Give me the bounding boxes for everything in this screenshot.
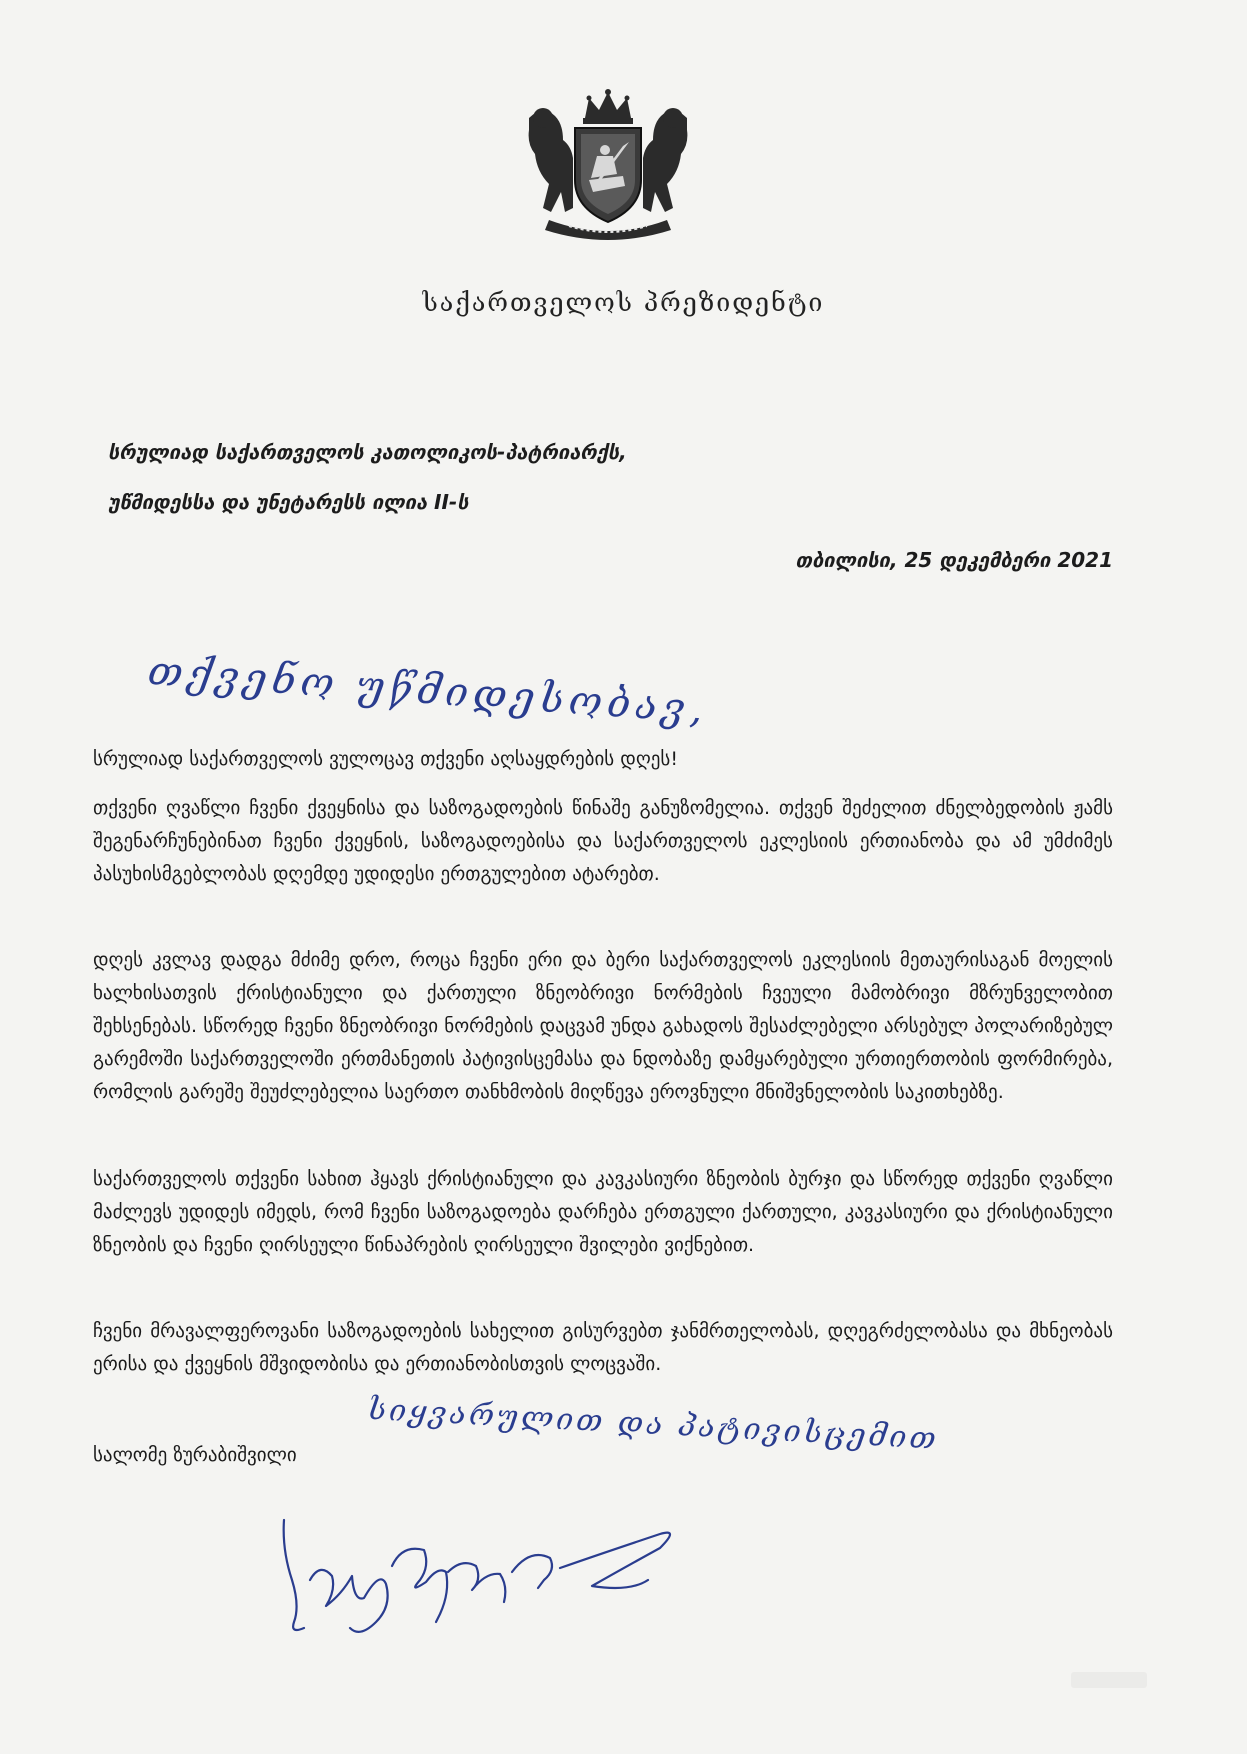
handwritten-closing: სიყვარულით და პატივისცემით	[367, 1392, 940, 1457]
body-paragraph: დღეს კვლავ დადგა მძიმე დრო, როცა ჩვენი ერი და ბერი საქართველოს ეკლესიის მეთაურისაგან მოელის ხალხისათვის ქრისტიანული და ქართული ზნეობრივი ნორმების ჩვეული მამობრივი მზრუნველობით შეხსენებას. სწორედ ჩვენი ზნეობრივი ნორმების დაცვამ უნდა გახადოს შესაძლებელი არსებულ პოლარიზებულ გარემოში საქართველოში ერთმანეთის პატივისცემასა და ნდობაზე დამყარებული ურთიერთობის ფორმირება, რომლის გარეშე შეუძლებელია საერთო თანხმობის მიღწევა ეროვნული მნიშვნელობის საკითხებზე.	[93, 949, 1113, 1103]
signer-name: სალომე ზურაბიშვილი	[93, 1444, 297, 1466]
corner-watermark	[1069, 1668, 1149, 1692]
body-paragraph: ჩვენი მრავალფეროვანი საზოგადოების სახელით გისურვებთ ჯანმრთელობას, დღეგრძელობასა და მხნეობას ერისა და ქვეყნის მშვიდობისა და ერთიანობისთვის ლოცვაში.	[93, 1320, 1113, 1375]
handwritten-salutation: თქვენო უწმიდესობავ,	[146, 648, 710, 734]
addressee-line-2: უწმიდესსა და უნეტარესს ილია II-ს	[108, 490, 469, 514]
handwritten-signature	[280, 1510, 740, 1650]
body-paragraph: საქართველოს თქვენი სახით ჰყავს ქრისტიანული და კავკასიური ზნეობის ბურჯი და სწორედ თქვენი ღვაწლი მაძლევს უდიდეს იმედს, რომ ჩვენი საზოგადოება დარჩება ერთგული ქართული, კავკასიური და ქრისტიანული ზნეობის და ჩვენი ღირსეული წინაპრების ღირსეული შვილები ვიქნებით.	[93, 1168, 1113, 1256]
opening-line: სრულიად საქართველოს ვულოცავ თქვენი აღსაყდრების დღეს!	[93, 748, 678, 770]
letter-date: თბილისი, 25 დეკემბერი 2021	[795, 548, 1113, 572]
coat-of-arms-emblem	[519, 88, 697, 246]
addressee-line-1: სრულიად საქართველოს კათოლიკოს-პატრიარქს,	[108, 440, 627, 464]
body-paragraph: თქვენი ღვაწლი ჩვენი ქვეყნისა და საზოგადოების წინაშე განუზომელია. თქვენ შეძელით ძნელბედობის ჟამს შეგენარჩუნებინათ ჩვენი ქვეყნის, საზოგადოებისა და საქართველოს ეკლესიის ერთიანობა და ამ უმძიმეს პასუხისმგებლობას დღემდე უდიდესი ერთგულებით ატარებთ.	[93, 797, 1113, 885]
letterhead-title: საქართველოს პრეზიდენტი	[422, 288, 825, 317]
